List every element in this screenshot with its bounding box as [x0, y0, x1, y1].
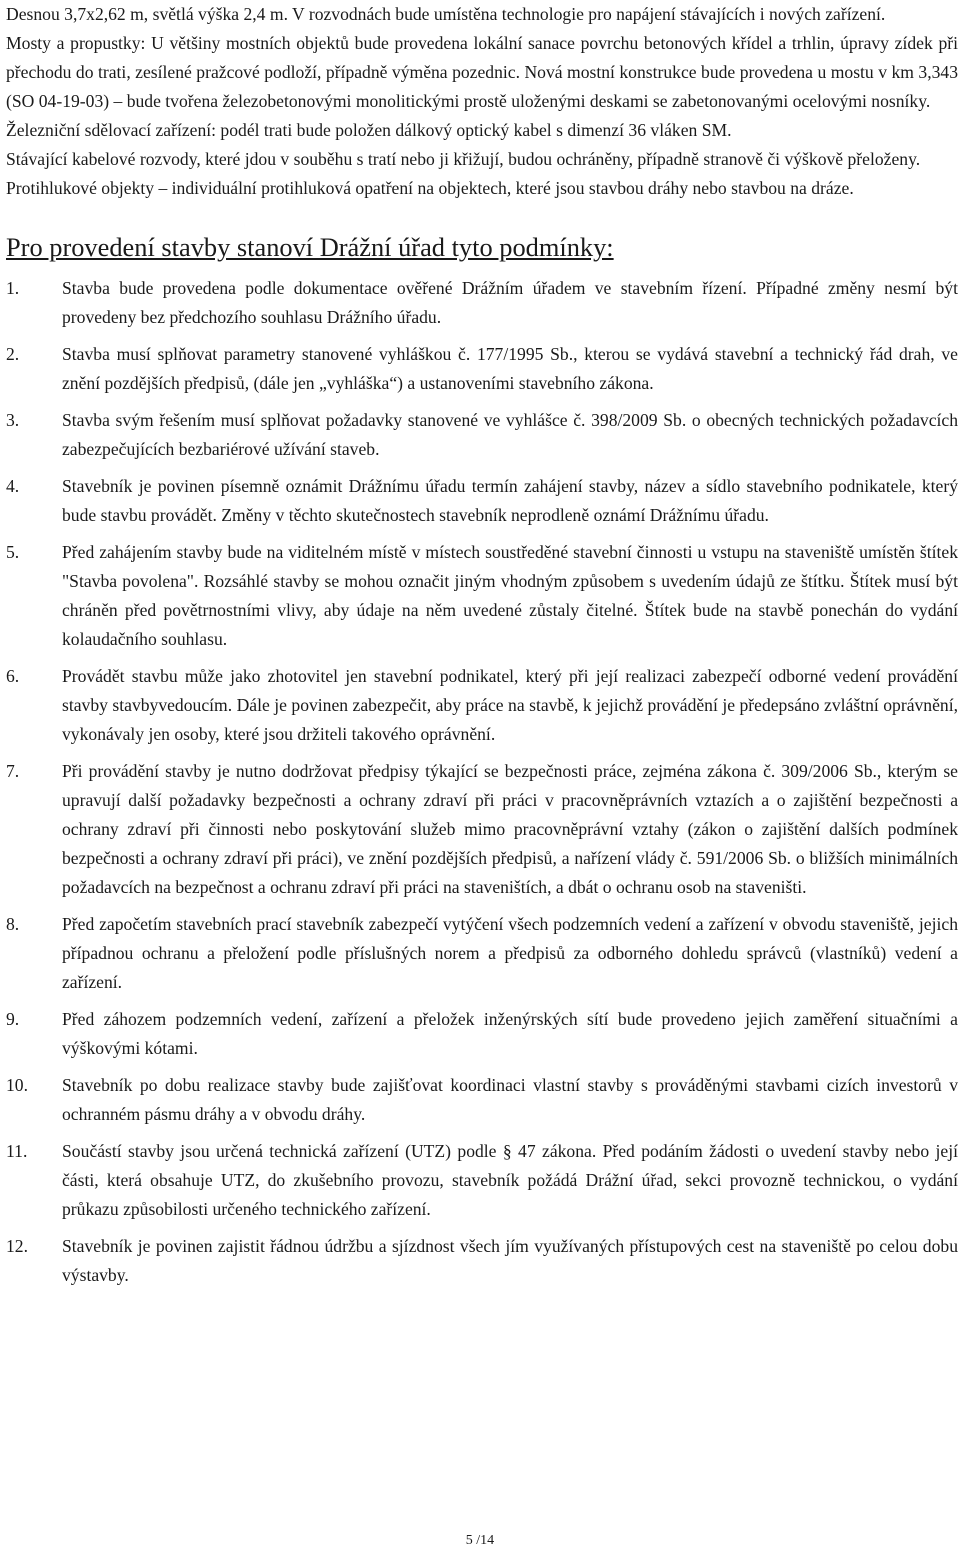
condition-number: 9.	[6, 1009, 20, 1029]
condition-item	[6, 662, 958, 749]
condition-number: 2.	[6, 344, 20, 364]
page-footer	[0, 1533, 960, 1549]
condition-item	[6, 757, 958, 902]
document-page	[6, 0, 958, 1298]
condition-number: 1.	[6, 278, 20, 298]
condition-text: Stavba bude provedena podle dokumentace ověřené Drážním úřadem ve stavebním řízení. Případné změny nesmí být provedeny bez předchozího souhlasu Drážního úřadu.	[62, 278, 958, 327]
condition-text: Před zahájením stavby bude na viditelném místě v místech soustředěné stavební činnosti u vstupu na staveniště umístěn štítek "Stavba povolena". Rozsáhlé stavby se mohou označit jiným vhodným způsobem s uvedením údajů ze štítku. Štítek musí být chráněn před povětrnostními vlivy, aby údaje na něm uvedené zůstaly čitelné. Štítek bude na stavbě ponechán do vydání kolaudačního souhlasu.	[62, 542, 958, 649]
condition-text: Stavebník po dobu realizace stavby bude zajišťovat koordinaci vlastní stavby s prováděnými stavbami cizích investorů v ochranném pásmu dráhy a v obvodu dráhy.	[62, 1075, 958, 1124]
condition-item	[6, 910, 958, 997]
condition-text: Stavba musí splňovat parametry stanovené vyhláškou č. 177/1995 Sb., kterou se vydává stavební a technický řád drah, ve znění pozdějších předpisů, (dále jen „vyhláška“) a ustanoveními stavebního zákona.	[62, 344, 958, 393]
intro-paragraph-cables: Stávající kabelové rozvody, které jdou v souběhu s tratí nebo ji křižují, budou ochráněny, případně stranově či výškově přeloženy.	[6, 149, 921, 169]
intro-section	[6, 0, 958, 203]
condition-number: 7.	[6, 761, 20, 781]
condition-number: 11.	[6, 1141, 28, 1161]
condition-text: Při provádění stavby je nutno dodržovat předpisy týkající se bezpečnosti práce, zejména zákona č. 309/2006 Sb., kterým se upravují další požadavky bezpečnosti a ochrany zdraví při práci v pracovněprávních vztazích a o zajištění bezpečnosti a ochrany zdraví při činnosti nebo poskytování služeb mimo pracovněprávní vztahy (zákon o zajištění dalších podmínek bezpečnosti a ochrany zdraví při práci), ve znění pozdějších předpisů, a nařízení vlády č. 591/2006 Sb. o bližších minimálních požadavcích na bezpečnost a ochranu zdraví při práci na staveništích, a dbát o ochranu osob na staveništi.	[62, 761, 958, 897]
condition-item	[6, 1232, 958, 1290]
condition-number: 10.	[6, 1075, 28, 1095]
condition-number: 5.	[6, 542, 20, 562]
condition-text: Stavba svým řešením musí splňovat požadavky stanovené ve vyhlášce č. 398/2009 Sb. o obecných technických požadavcích zabezpečujících bezbariérové užívání staveb.	[62, 410, 958, 459]
condition-text: Stavebník je povinen zajistit řádnou údržbu a sjízdnost všech jím využívaných přístupových cest na staveniště po celou dobu výstavby.	[62, 1236, 958, 1285]
intro-paragraph-telecom: Železniční sdělovací zařízení: podél trati bude položen dálkový optický kabel s dimenzí 36 vláken SM.	[6, 120, 732, 140]
condition-item	[6, 1005, 958, 1063]
condition-item	[6, 340, 958, 398]
condition-text: Provádět stavbu může jako zhotovitel jen stavební podnikatel, který při její realizaci zabezpečí odborné vedení provádění stavby stavbyvedoucím. Dále je povinen zabezpečit, aby práce na stavbě, k jejichž provádění je předepsáno zvláštní oprávnění, vykonávaly jen osoby, které jsou držiteli takového oprávnění.	[62, 666, 958, 744]
conditions-heading: Pro provedení stavby stanoví Drážní úřad tyto podmínky:	[6, 232, 614, 262]
intro-paragraph-bridges: Mosty a propustky: U většiny mostních objektů bude provedena lokální sanace povrchu betonových křídel a trhlin, úpravy zídek při přechodu do trati, zesílené pražcové podloží, případně výměna pozednic. Nová mostní konstrukce bude provedena u mostu v km 3,343 (SO 04-19-03) – bude tvořena železobetonovými monolitickými prostě uloženými deskami se zabetonovanými ocelovými nosníky.	[6, 33, 958, 111]
intro-paragraph-noise-barriers: Protihlukové objekty – individuální protihluková opatření na objektech, které jsou stavbou dráhy nebo stavbou na dráze.	[6, 178, 854, 198]
condition-text: Stavebník je povinen písemně oznámit Drážnímu úřadu termín zahájení stavby, název a sídlo stavebního podnikatele, který bude stavbu provádět. Změny v těchto skutečnostech stavebník neprodleně oznámí Drážnímu úřadu.	[62, 476, 958, 525]
intro-paragraph-substations: Desnou 3,7x2,62 m, světlá výška 2,4 m. V rozvodnách bude umístěna technologie pro napájení stávajících i nových zařízení.	[6, 4, 886, 24]
condition-number: 3.	[6, 410, 20, 430]
condition-text: Před započetím stavebních prací stavebník zabezpečí vytýčení všech podzemních vedení a zařízení v obvodu staveniště, jejich případnou ochranu a přeložení podle příslušných norem a předpisů za odborného dohledu správců (vlastníků) vedení a zařízení.	[62, 914, 958, 992]
condition-number: 6.	[6, 666, 20, 686]
condition-item	[6, 538, 958, 654]
condition-item	[6, 472, 958, 530]
condition-item	[6, 1137, 958, 1224]
condition-item	[6, 406, 958, 464]
condition-text: Před záhozem podzemních vedení, zařízení a přeložek inženýrských sítí bude provedeno jejich zaměření situačními a výškovými kótami.	[62, 1009, 958, 1058]
condition-number: 4.	[6, 476, 20, 496]
conditions-list	[6, 274, 958, 1290]
page-number: 5 /14	[465, 1533, 495, 1548]
condition-text: Součástí stavby jsou určená technická zařízení (UTZ) podle § 47 zákona. Před podáním žádosti o uvedení stavby nebo její části, která obsahuje UTZ, do zkušebního provozu, stavebník požádá Drážní úřad, sekci provozně technickou, o vydání průkazu způsobilosti určeného technického zařízení.	[62, 1141, 958, 1219]
condition-number: 8.	[6, 914, 20, 934]
condition-number: 12.	[6, 1236, 28, 1256]
condition-item	[6, 1071, 958, 1129]
condition-item	[6, 274, 958, 332]
